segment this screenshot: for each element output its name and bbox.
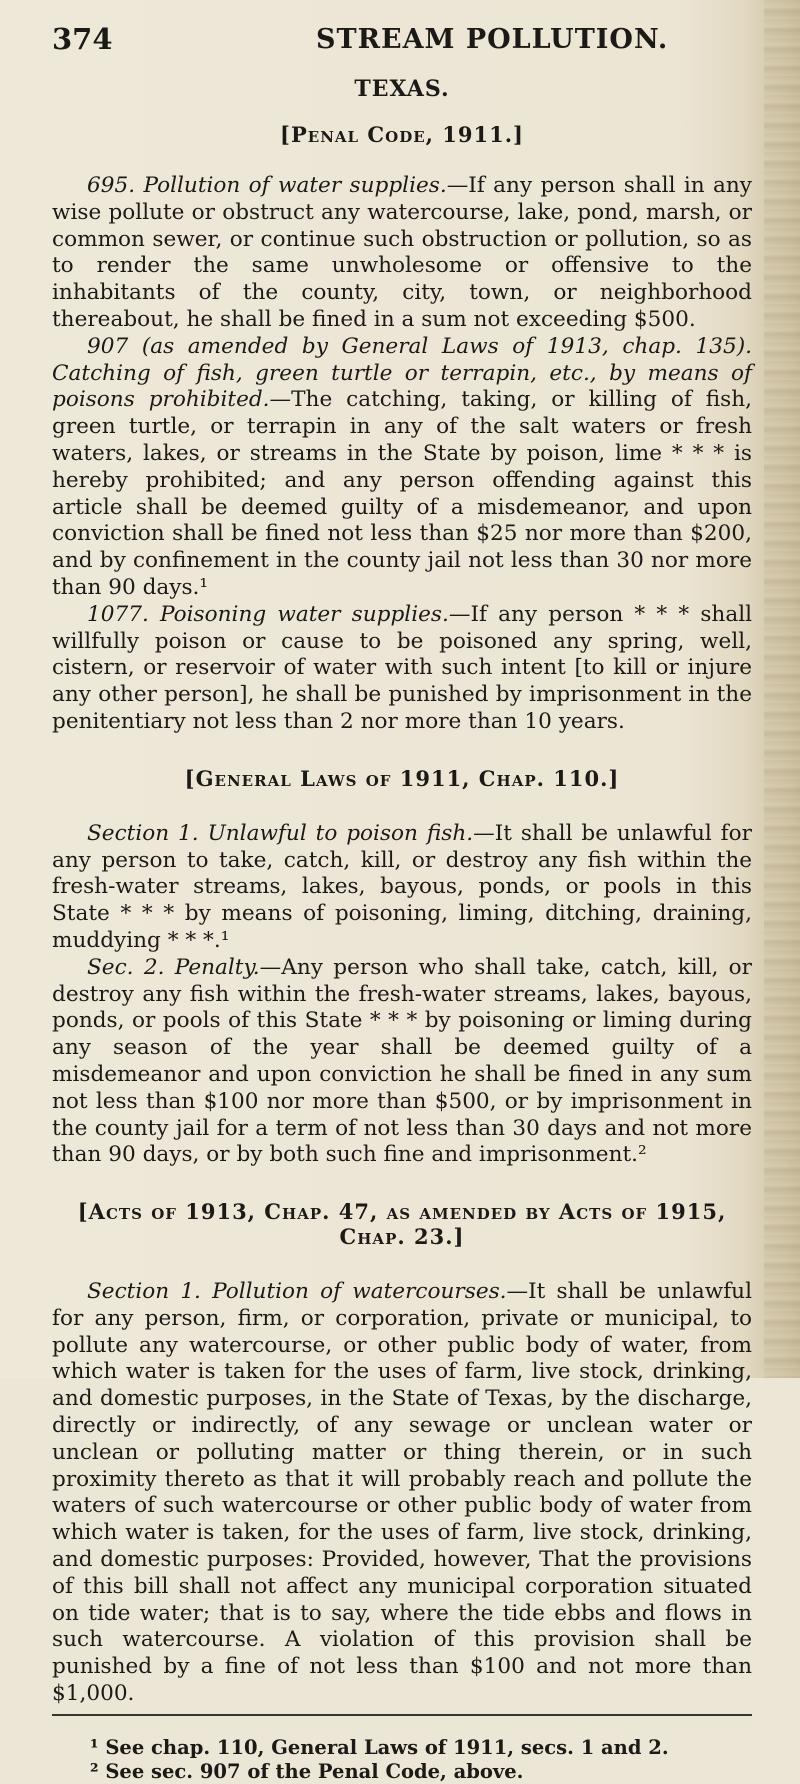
paragraph-acts-section-1 <box>52 1279 752 1708</box>
footnote-1: ¹ See chap. 110, General Laws of 1911, secs. 1 and 2. <box>90 1735 669 1759</box>
paragraph-text: Any person who shall take, catch, kill, or destroy any fish within the fresh-water streams, lakes, bayous, ponds, or pools of this State * * * by poisoning or liming during any season of the year shall be deemed guilty of a misdemeanor and upon conviction he shall be fined in any sum not less than $100 nor more than $500, or by imprisonment in the county jail for a term of not less than 30 days and not more than 90 days, or by both such fine and imprisonment.² <box>52 954 752 1168</box>
section-heading: [General Laws of 1911, Chap. 110.] <box>184 765 620 791</box>
section-heading: [Acts of 1913, Chap. 47, as amended by Acts of 1915, Chap. 23.] <box>77 1199 727 1250</box>
running-head <box>52 18 752 58</box>
footnote-2: ² See sec. 907 of the Penal Code, above. <box>90 1759 524 1783</box>
paragraph-lead: Section 1. Pollution of watercourses.— <box>87 1279 529 1305</box>
paragraph-text: If any person * * * shall willfully poison or cause to be poisoned any spring, well, cistern, or reservoir of water with such intent [to kill or injure any other person], he shall be punished by imprisonment in the penitentiary not less than 2 nor more than 10 years. <box>52 601 753 734</box>
paragraph-text: If any person shall in any wise pollute or obstruct any watercourse, lake, pond, marsh, or common sewer, or continue such obstruction or pollution, so as to render the same unwholesome or offensive to the inhabitants of the county, city, town, or neighborhood thereabout, he shall be fined in a sum not exceeding $500. <box>52 173 752 332</box>
page-number: 374 <box>52 22 113 56</box>
paragraph-text: The catching, taking, or killing of fish, green turtle, or terrapin in any of the salt waters or fresh waters, lakes, or streams in the State by poison, lime * * * is hereby prohibited; and any person offending against this article shall be deemed guilty of a misdemeanor, and upon conviction shall be fined not less than $25 nor more than $200, and by confinement in the county jail not less than 30 nor more than 90 days.¹ <box>52 387 752 600</box>
section-penal-code <box>52 122 752 736</box>
paragraph-907 <box>52 334 752 602</box>
section-general-laws-1911 <box>52 766 752 1169</box>
paragraph-lead: 1077. Poisoning water supplies.— <box>87 601 471 627</box>
running-title: STREAM POLLUTION. <box>316 24 669 55</box>
paragraph-section-2 <box>52 955 752 1169</box>
paragraph-section-1 <box>52 821 752 955</box>
paragraph-695 <box>52 173 752 334</box>
state-heading: TEXAS. <box>354 76 450 102</box>
footnotes <box>52 1736 752 1784</box>
page-content <box>52 18 752 1784</box>
paragraph-1077 <box>52 602 752 736</box>
paragraph-lead: Sec. 2. Penalty.— <box>87 954 282 980</box>
paragraph-text: It shall be unlawful for any person to take, catch, kill, or destroy any fish within the fresh-water streams, lakes, bayous, ponds, or pools in this State * * * by means of poisoning, liming, ditching, draining, muddying * * *.¹ <box>52 820 752 953</box>
section-heading: [Penal Code, 1911.] <box>280 122 524 147</box>
page-edge-shadow <box>764 0 800 1378</box>
paragraph-lead: 695. Pollution of water supplies.— <box>87 173 469 198</box>
paragraph-text: It shall be unlawful for any person, firm, or corporation, private or municipal, to pollute any watercourse, or other public body of water, from which water is taken for the uses of farm, live stock, drinking, and domestic purposes, in the State of Texas, by the discharge, directly or indirectly, of any sewage or unclean water or unclean or polluting matter or thing therein, or in such proximity thereto as that it will probably reach and pollute the waters of such watercourse or other public body of water from which water is taken, for the uses of farm, live stock, drinking, and domestic purposes: Provided, however, That the provisions of this bill shall not affect any municipal corporation situated on tide water; that is to say, where the tide ebbs and flows in such watercourse. A violation of this provision shall be punished by a fine of not less than $100 and not more than $1,000. <box>52 1279 752 1707</box>
paragraph-lead: Section 1. Unlawful to poison fish.— <box>87 820 495 846</box>
paragraph-lead: 907 (as amended by General Laws of 1913, chap. 135). Catching of fish, green turtle or terrapin, etc., by means of poisons prohibited.— <box>52 333 752 413</box>
section-acts-1913 <box>52 1199 752 1708</box>
footnote-divider <box>52 1714 752 1716</box>
